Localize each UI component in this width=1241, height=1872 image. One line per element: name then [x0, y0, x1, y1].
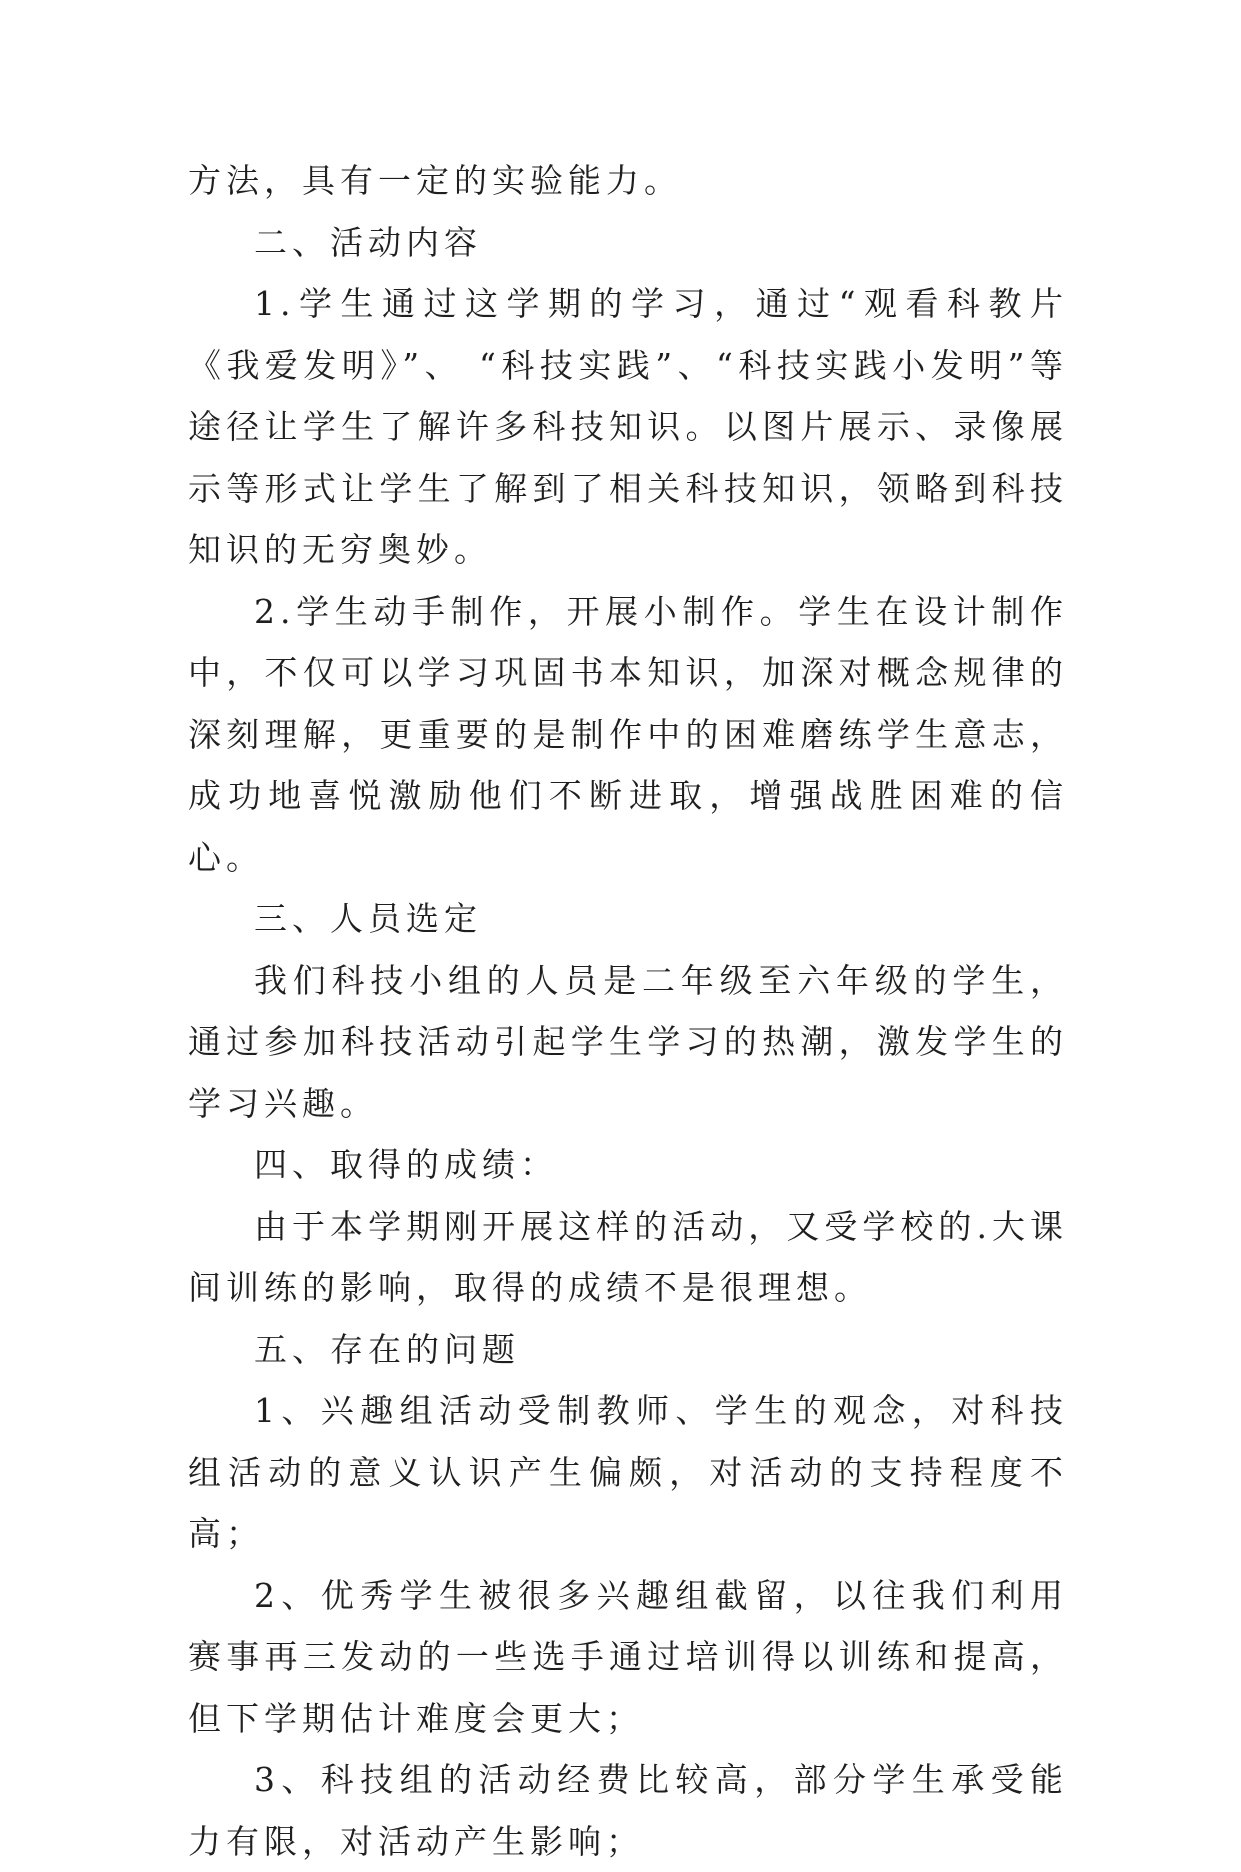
- section-heading-achievements: 四、取得的成绩：: [254, 1145, 558, 1184]
- paragraph-achievements: 由于本学期刚开展这样的活动，又受学校的.大课间训练的影响，取得的成绩不是很理想。: [188, 1206, 1068, 1307]
- paragraph-item-1: 1.学生通过这学期的学习，通过“观看科教片《我爱发明》”、 “科技实践”、“科技实践小发明”等途径让学生了解许多科技知识。以图片展示、录像展示等形式让学生了解到了相关科技知识，领略到科技知识的无穷奥妙。: [188, 284, 1068, 569]
- paragraph-continuation: 方法，具有一定的实验能力。: [188, 161, 682, 200]
- section-heading-personnel: 三、人员选定: [254, 899, 482, 938]
- paragraph-personnel: 我们科技小组的人员是二年级至六年级的学生，通过参加科技活动引起学生学习的热潮，激发学生的学习兴趣。: [188, 960, 1068, 1123]
- section-heading-activity-content: 二、活动内容: [254, 222, 482, 262]
- paragraph-item-2: 2.学生动手制作，开展小制作。学生在设计制作中，不仅可以学习巩固书本知识，加深对概念规律的深刻理解，更重要的是制作中的困难磨练学生意志，成功地喜悦激励他们不断进取，增强战胜困难的信心。: [188, 591, 1068, 877]
- paragraph-problem-2: 2、优秀学生被很多兴趣组截留，以往我们利用赛事再三发动的一些选手通过培训得以训练和提高，但下学期估计难度会更大；: [188, 1575, 1068, 1738]
- document-body: [188, 150, 1068, 1872]
- paragraph-problem-3: 3、科技组的活动经费比较高，部分学生承受能力有限，对活动产生影响；: [188, 1760, 1068, 1861]
- paragraph-problem-1: 1、兴趣组活动受制教师、学生的观念，对科技组活动的意义认识产生偏颇，对活动的支持程度不高；: [188, 1391, 1068, 1553]
- section-heading-problems: 五、存在的问题: [254, 1329, 520, 1369]
